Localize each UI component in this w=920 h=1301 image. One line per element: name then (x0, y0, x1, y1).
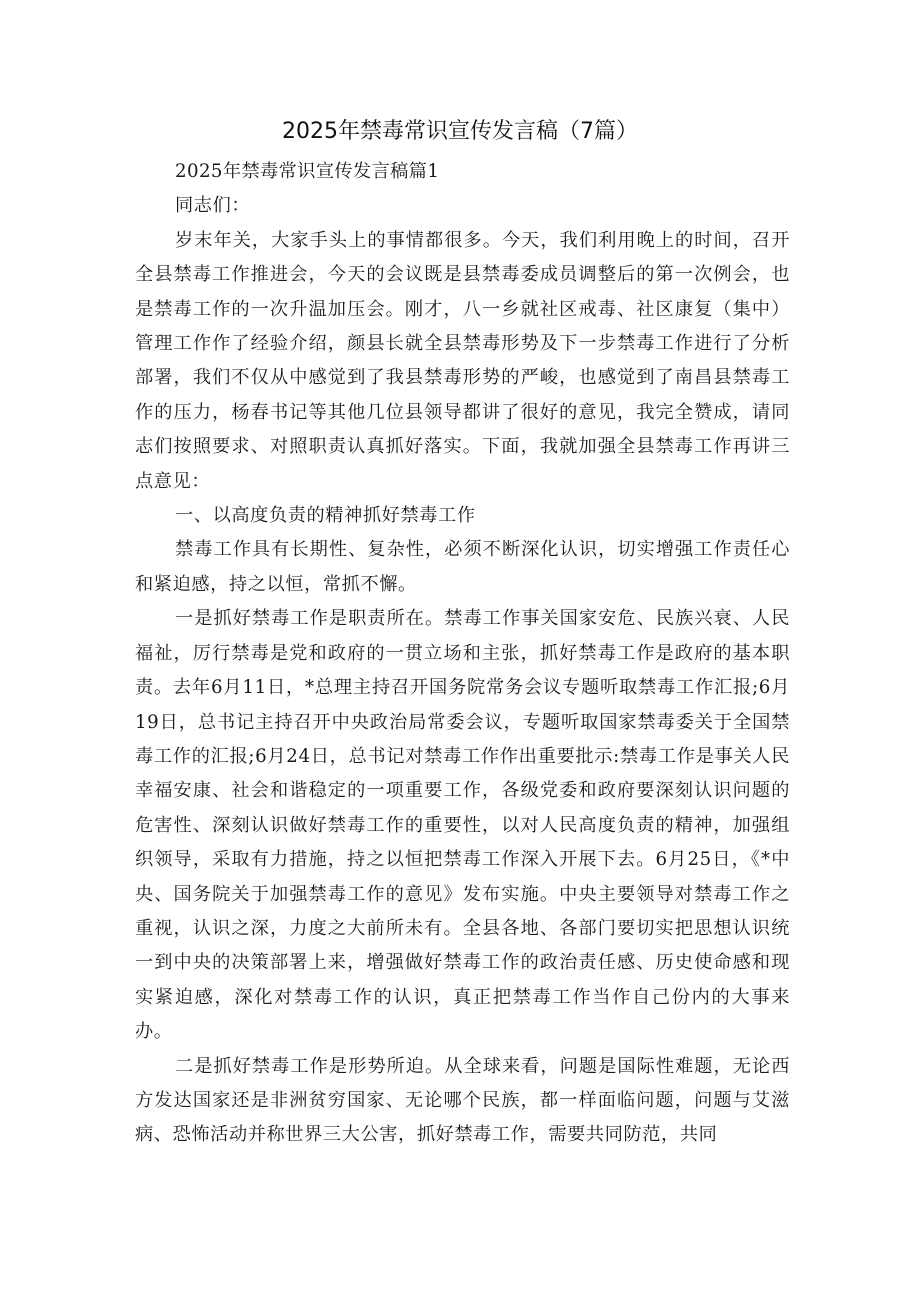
paragraph-section-intro: 禁毒工作具有长期性、复杂性，必须不断深化认识，切实增强工作责任心和紧迫感，持之以恒，常抓不懈。 (135, 539, 790, 595)
paragraph-point-1: 一是抓好禁毒工作是职责所在。禁毒工作事关国家安危、民族兴衰、人民福祉，厉行禁毒是党和政府的一贯立场和主张，抓好禁毒工作是政府的基本职责。去年6月11日，*总理主持召开国务院常务会议专题听取禁毒工作汇报;6月19日，总书记主持召开中央政治局常委会议，专题听取国家禁毒委关于全国禁毒工作的汇报;6月24日，总书记对禁毒工作作出重要批示:禁毒工作是事关人民幸福安康、社会和谐稳定的一项重要工作，各级党委和政府要深刻认识问题的危害性、深刻认识做好禁毒工作的重要性，以对人民高度负责的精神，加强组织领导，采取有力措施，持之以恒把禁毒工作深入开展下去。6月25日，《*中央、国务院关于加强禁毒工作的意见》发布实施。中央主要领导对禁毒工作之重视，认识之深，力度之大前所未有。全县各地、各部门要切实把思想认识统一到中央的决策部署上来，增强做好禁毒工作的政治责任感、历史使命感和现实紧迫感，深化对禁毒工作的认识，真正把禁毒工作当作自己份内的大事来办。 (135, 608, 790, 1043)
paragraph-point-2: 二是抓好禁毒工作是形势所迫。从全球来看，问题是国际性难题，无论西方发达国家还是非洲贫穷国家、无论哪个民族，都一样面临问题，问题与艾滋病、恐怖活动并称世界三大公害，抓好禁毒工作，需要共同防范，共同 (135, 1055, 790, 1146)
document-title: 2025年禁毒常识宣传发言稿（7篇） (282, 119, 638, 144)
section-heading-1: 一、以高度负责的精神抓好禁毒工作 (175, 505, 476, 527)
salutation: 同志们： (175, 195, 251, 217)
document-body (135, 155, 790, 1153)
article-subtitle: 2025年禁毒常识宣传发言稿篇1 (175, 161, 440, 182)
paragraph-opening: 岁末年关，大家手头上的事情都很多。今天，我们利用晚上的时间，召开全县禁毒工作推进会，今天的会议既是县禁毒委成员调整后的第一次例会，也是禁毒工作的一次升温加压会。刚才，八一乡就社区戒毒、社区康复（集中）管理工作作了经验介绍，颜县长就全县禁毒形势及下一步禁毒工作进行了分析部署，我们不仅从中感觉到了我县禁毒形势的严峻，也感觉到了南昌县禁毒工作的压力，杨春书记等其他几位县领导都讲了很好的意见，我完全赞成，请同志们按照要求、对照职责认真抓好落实。下面，我就加强全县禁毒工作再讲三点意见： (135, 229, 790, 492)
